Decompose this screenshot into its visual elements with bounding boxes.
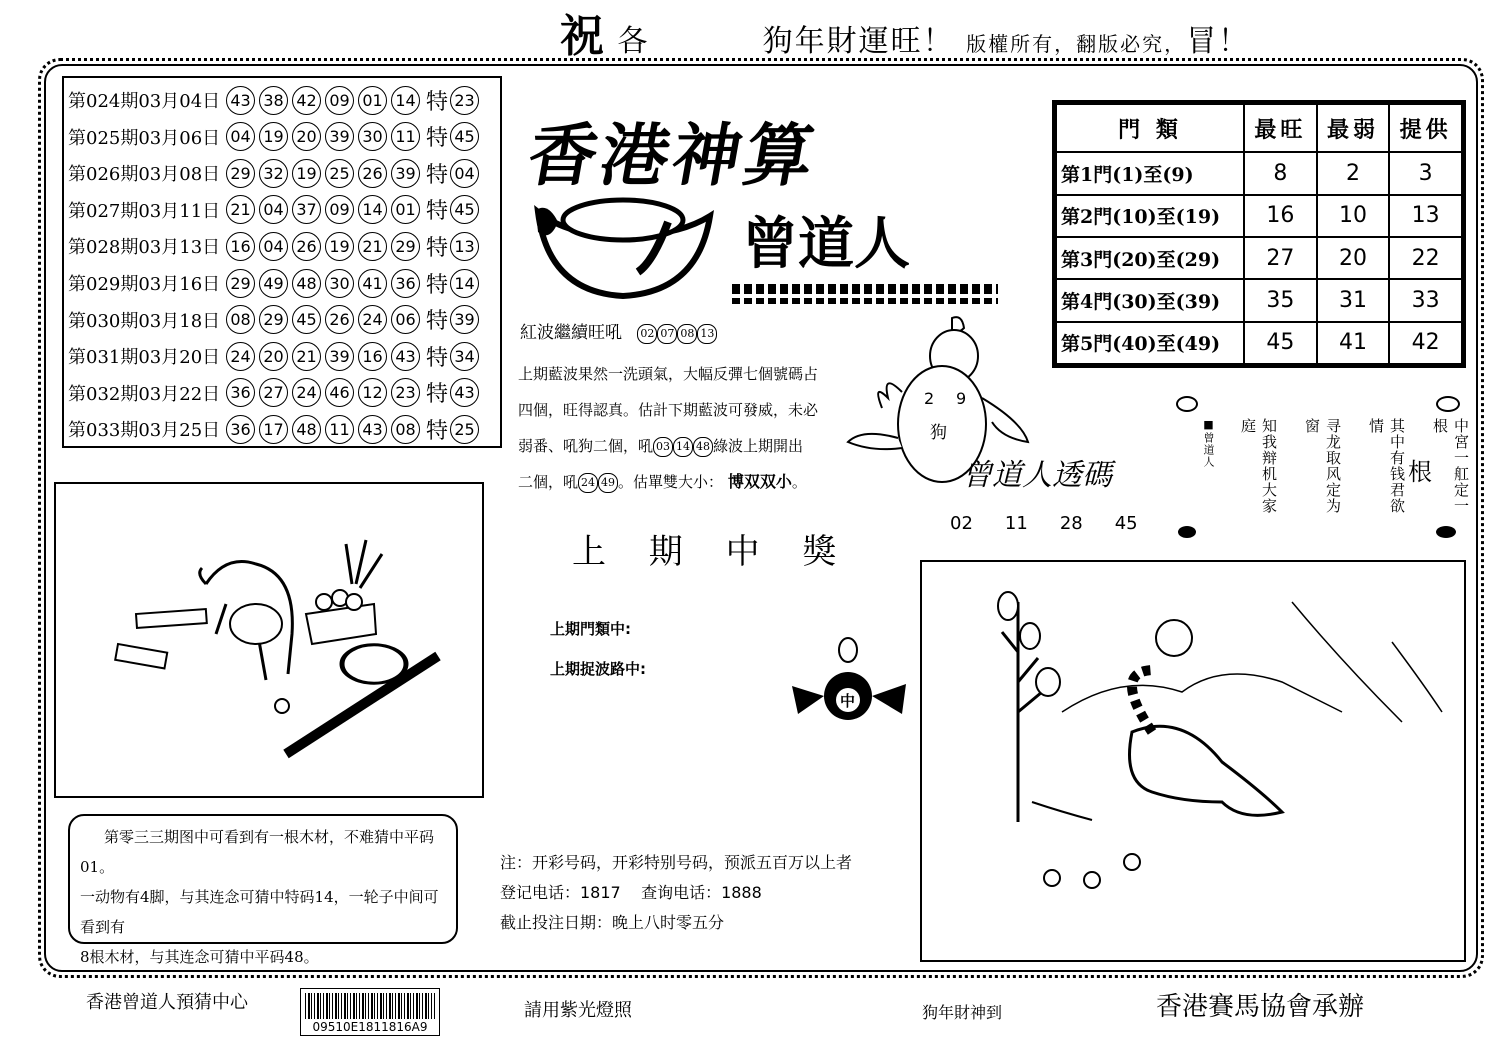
special-label: 特 <box>426 89 449 115</box>
table-header-cell: 最弱 <box>1317 104 1390 152</box>
door-range-cell: 第3門(20)至(29) <box>1056 237 1244 279</box>
header-banner <box>560 0 1250 64</box>
prize-badge-text: 中 <box>840 692 856 710</box>
info-line-3: 截止投注日期：晚上八时零五分 <box>500 913 725 932</box>
number-ball: 14 <box>358 195 387 224</box>
poem-line: 知我辩机大家庭 <box>1239 418 1278 514</box>
number-ball: 27 <box>259 378 288 407</box>
special-label: 特 <box>426 382 449 408</box>
footer-center-name: 香港曾道人預猜中心 <box>86 992 248 1013</box>
history-row-label: 第032期03月22日 <box>68 383 221 405</box>
history-row <box>68 192 483 228</box>
history-row-label: 第033期03月25日 <box>68 420 221 442</box>
gourd-number-right: 9 <box>956 389 967 408</box>
number-ball: 30 <box>358 122 387 151</box>
small-number-ball: 07 <box>657 324 677 344</box>
history-row <box>68 302 483 338</box>
special-label: 特 <box>426 199 449 225</box>
footer-fortune: 狗年財神到 <box>922 1003 1003 1022</box>
barcode <box>300 988 440 1036</box>
barcode-bars <box>305 993 435 1019</box>
poem-root: 根 <box>1408 458 1432 486</box>
number-ball: 36 <box>391 269 420 298</box>
commentary-line-4d: 。 <box>791 473 807 491</box>
number-ball: 29 <box>226 269 255 298</box>
number-ball: 26 <box>292 232 321 261</box>
history-results <box>62 76 502 448</box>
history-row <box>68 82 483 118</box>
history-row-label: 第031期03月20日 <box>68 347 221 369</box>
small-number-ball: 48 <box>693 437 713 457</box>
commentary-line-3b: 綠波上期開出 <box>713 437 804 455</box>
commentary-line-4b: 。估單雙大小： <box>618 473 724 491</box>
number-ball: 17 <box>259 415 288 444</box>
commentary-numbers-3 <box>653 437 713 455</box>
hint-line-2: 一动物有4脚，与其连念可猜中特码14，一轮子中间可看到有 <box>80 888 439 936</box>
number-ball: 48 <box>292 415 321 444</box>
page-subtitle: 曾道人 <box>742 212 910 277</box>
poem-line: 寻龙取风定为窗 <box>1303 418 1342 514</box>
commentary-line-3a: 弱番、吼狗二個，吼 <box>518 437 654 455</box>
number-ball: 43 <box>391 342 420 371</box>
last-door-label: 上期門類中: <box>550 620 631 638</box>
number-ball: 41 <box>358 269 387 298</box>
special-number-ball: 43 <box>450 378 479 407</box>
special-label: 特 <box>426 345 449 371</box>
barcode-number: 09510E1811816A9 <box>312 1020 428 1034</box>
number-ball: 45 <box>292 305 321 334</box>
history-row-label: 第024期03月04日 <box>68 91 221 112</box>
small-number-ball: 08 <box>677 324 697 344</box>
number-ball: 30 <box>325 269 354 298</box>
footer-uv-note: 請用紫光燈照 <box>524 1000 632 1021</box>
number-ball: 26 <box>325 305 354 334</box>
tou-ma-number: 45 <box>1114 513 1138 534</box>
door-range-cell: 第1門(1)至(9) <box>1056 152 1244 194</box>
number-ball: 09 <box>325 195 354 224</box>
number-ball: 46 <box>325 378 354 407</box>
special-number-ball: 34 <box>450 342 479 371</box>
small-number-ball: 14 <box>673 437 693 457</box>
table-row <box>1056 195 1462 237</box>
header-text-4: 版權所有，翻版必究， <box>966 32 1187 56</box>
history-row-label: 第029期03月16日 <box>68 274 221 295</box>
puzzle-picture-left <box>54 482 484 798</box>
small-number-ball: 24 <box>578 473 598 493</box>
special-label: 特 <box>426 126 449 152</box>
small-number-ball: 49 <box>598 473 618 493</box>
tou-ma-title: 曾道人透碼 <box>962 458 1112 493</box>
number-ball: 24 <box>292 378 321 407</box>
prize-badge-icon <box>788 634 912 728</box>
history-row <box>68 228 483 264</box>
tou-ma-number: 02 <box>950 513 973 534</box>
tou-ma-number: 28 <box>1059 513 1083 534</box>
number-ball: 38 <box>259 86 288 115</box>
special-number-ball: 45 <box>450 122 479 151</box>
number-ball: 06 <box>391 305 420 334</box>
number-ball: 08 <box>226 305 255 334</box>
number-ball: 26 <box>358 159 387 188</box>
door-value-cell: 2 <box>1317 152 1390 194</box>
number-ball: 21 <box>292 342 321 371</box>
door-value-cell: 31 <box>1317 279 1390 321</box>
number-ball: 04 <box>259 195 288 224</box>
table-row <box>1056 279 1462 321</box>
history-row-label: 第030期03月18日 <box>68 310 221 332</box>
number-ball: 39 <box>391 159 420 188</box>
info-line-2: 登记电话：1817 查询电话：1888 <box>500 883 762 902</box>
small-number-ball: 02 <box>637 324 657 344</box>
special-number-ball: 25 <box>450 415 479 444</box>
special-number-ball: 23 <box>450 86 479 115</box>
header-blessing: 祝 <box>560 11 606 62</box>
commentary-line-4 <box>518 464 838 500</box>
special-label: 特 <box>426 162 449 188</box>
number-ball: 09 <box>325 86 354 115</box>
number-ball: 04 <box>259 232 288 261</box>
poem-line: 中宮一舡定一根 <box>1431 418 1470 514</box>
table-row <box>1056 152 1462 194</box>
special-number-ball: 04 <box>450 159 479 188</box>
door-range-cell: 第4門(30)至(39) <box>1056 279 1244 321</box>
history-row <box>68 375 483 411</box>
door-table <box>1052 100 1466 368</box>
ornament-dot-filled <box>1436 526 1456 538</box>
commentary-line-4c: 博双双小 <box>727 472 792 491</box>
history-row <box>68 411 483 447</box>
commentary <box>518 356 838 500</box>
wave-label: 紅波繼續旺吼 <box>520 323 622 343</box>
number-ball: 43 <box>358 415 387 444</box>
table-row <box>1056 322 1462 364</box>
door-value-cell: 13 <box>1389 195 1462 237</box>
header-text-2: 狗年財運 <box>762 24 891 59</box>
number-ball: 08 <box>391 415 420 444</box>
commentary-line-3 <box>518 428 838 464</box>
number-ball: 20 <box>292 122 321 151</box>
last-wave-label: 上期捉波路中: <box>550 660 646 678</box>
table-header-cell: 提供 <box>1389 104 1462 152</box>
commentary-line-4a: 二個，吼 <box>518 473 579 491</box>
number-ball: 11 <box>325 415 354 444</box>
commentary-line-2: 四個，旺得認真。估計下期藍波可發威，未必 <box>518 401 819 419</box>
footer-organizer: 香港賽馬協會承辦 <box>1156 992 1365 1022</box>
number-ball: 43 <box>226 86 255 115</box>
special-number-ball: 13 <box>450 232 479 261</box>
number-ball: 29 <box>391 232 420 261</box>
special-label: 特 <box>426 235 449 261</box>
table-header-cell: 門 類 <box>1056 104 1244 152</box>
special-number-ball: 14 <box>450 269 479 298</box>
ox-cart-illustration <box>56 484 482 796</box>
special-label: 特 <box>426 272 449 298</box>
number-ball: 23 <box>391 378 420 407</box>
table-row <box>1056 237 1462 279</box>
number-ball: 16 <box>226 232 255 261</box>
special-label: 特 <box>426 418 449 444</box>
number-ball: 16 <box>358 342 387 371</box>
door-value-cell: 8 <box>1244 152 1317 194</box>
door-value-cell: 42 <box>1389 322 1462 364</box>
number-ball: 29 <box>259 305 288 334</box>
door-value-cell: 10 <box>1317 195 1390 237</box>
ingot-icon <box>528 192 718 304</box>
tou-ma-numbers <box>950 513 1170 534</box>
history-row-label: 第025期03月06日 <box>68 127 221 149</box>
number-ball: 20 <box>259 342 288 371</box>
number-ball: 19 <box>292 159 321 188</box>
header-text-1: 各 <box>617 24 650 59</box>
door-value-cell: 35 <box>1244 279 1317 321</box>
number-ball: 01 <box>391 195 420 224</box>
special-number-ball: 45 <box>450 195 479 224</box>
last-prize-title: 上 期 中 獎 <box>572 532 853 572</box>
number-ball: 19 <box>325 232 354 261</box>
number-ball: 19 <box>259 122 288 151</box>
header-text-5: 冒！ <box>1186 24 1251 59</box>
history-row-label: 第028期03月13日 <box>68 237 221 259</box>
number-ball: 36 <box>226 415 255 444</box>
small-number-ball: 13 <box>697 324 717 344</box>
number-ball: 48 <box>292 269 321 298</box>
page-title: 香港神算 <box>521 117 824 196</box>
number-ball: 14 <box>391 86 420 115</box>
info-line-1: 注：开彩号码，开彩特别号码，预派五百万以上者 <box>500 853 853 872</box>
small-number-ball: 03 <box>653 437 673 457</box>
cat-landscape-illustration <box>922 562 1464 960</box>
ornament-dot-filled <box>1178 526 1196 538</box>
number-ball: 42 <box>292 86 321 115</box>
ornament-dot <box>1436 396 1460 412</box>
tou-ma-number: 11 <box>1004 513 1028 534</box>
door-value-cell: 45 <box>1244 322 1317 364</box>
door-value-cell: 16 <box>1244 195 1317 237</box>
number-ball: 24 <box>226 342 255 371</box>
door-value-cell: 33 <box>1389 279 1462 321</box>
info-block <box>500 848 852 938</box>
number-ball: 12 <box>358 378 387 407</box>
poem-signature: ■曾道人 <box>1202 418 1215 468</box>
special-label: 特 <box>426 309 449 335</box>
commentary-numbers-4 <box>578 473 618 491</box>
decorative-stripe-gap <box>732 294 998 298</box>
number-ball: 04 <box>226 122 255 151</box>
door-value-cell: 20 <box>1317 237 1390 279</box>
special-number-ball: 39 <box>450 305 479 334</box>
number-ball: 11 <box>391 122 420 151</box>
history-row <box>68 265 483 301</box>
number-ball: 36 <box>226 378 255 407</box>
door-value-cell: 3 <box>1389 152 1462 194</box>
number-ball: 39 <box>325 122 354 151</box>
number-ball: 32 <box>259 159 288 188</box>
history-row-label: 第026期03月08日 <box>68 164 221 186</box>
number-ball: 24 <box>358 305 387 334</box>
puzzle-picture-right <box>920 560 1466 962</box>
wave-numbers <box>637 323 717 343</box>
hint-line-1: 第零三三期图中可看到有一根木材，不难猜中平码01。 <box>80 828 435 876</box>
commentary-line-1: 上期藍波果然一洗頭氣，大幅反彈七個號碼占 <box>518 365 819 383</box>
door-value-cell: 41 <box>1317 322 1390 364</box>
ornament-dot <box>1176 396 1198 412</box>
poem-line: 其中有钱君欲情 <box>1367 418 1406 514</box>
number-ball: 49 <box>259 269 288 298</box>
header-text-3: 旺！ <box>890 24 955 59</box>
door-value-cell: 27 <box>1244 237 1317 279</box>
gourd-number-left: 2 <box>924 389 935 408</box>
table-header-cell: 最旺 <box>1244 104 1317 152</box>
number-ball: 29 <box>226 159 255 188</box>
number-ball: 25 <box>325 159 354 188</box>
gourd-animal: 狗 <box>930 423 947 443</box>
history-row <box>68 338 483 374</box>
history-row <box>68 119 483 155</box>
number-ball: 21 <box>358 232 387 261</box>
number-ball: 37 <box>292 195 321 224</box>
door-value-cell: 22 <box>1389 237 1462 279</box>
door-range-cell: 第2門(10)至(19) <box>1056 195 1244 237</box>
number-ball: 39 <box>325 342 354 371</box>
hint-line-3: 8根木材，与其连念可猜中平码48。 <box>80 948 319 966</box>
number-ball: 01 <box>358 86 387 115</box>
hint-note <box>68 814 458 966</box>
history-row-label: 第027期03月11日 <box>68 200 221 222</box>
number-ball: 21 <box>226 195 255 224</box>
history-row <box>68 155 483 191</box>
door-range-cell: 第5門(40)至(49) <box>1056 322 1244 364</box>
wave-line <box>520 318 717 344</box>
